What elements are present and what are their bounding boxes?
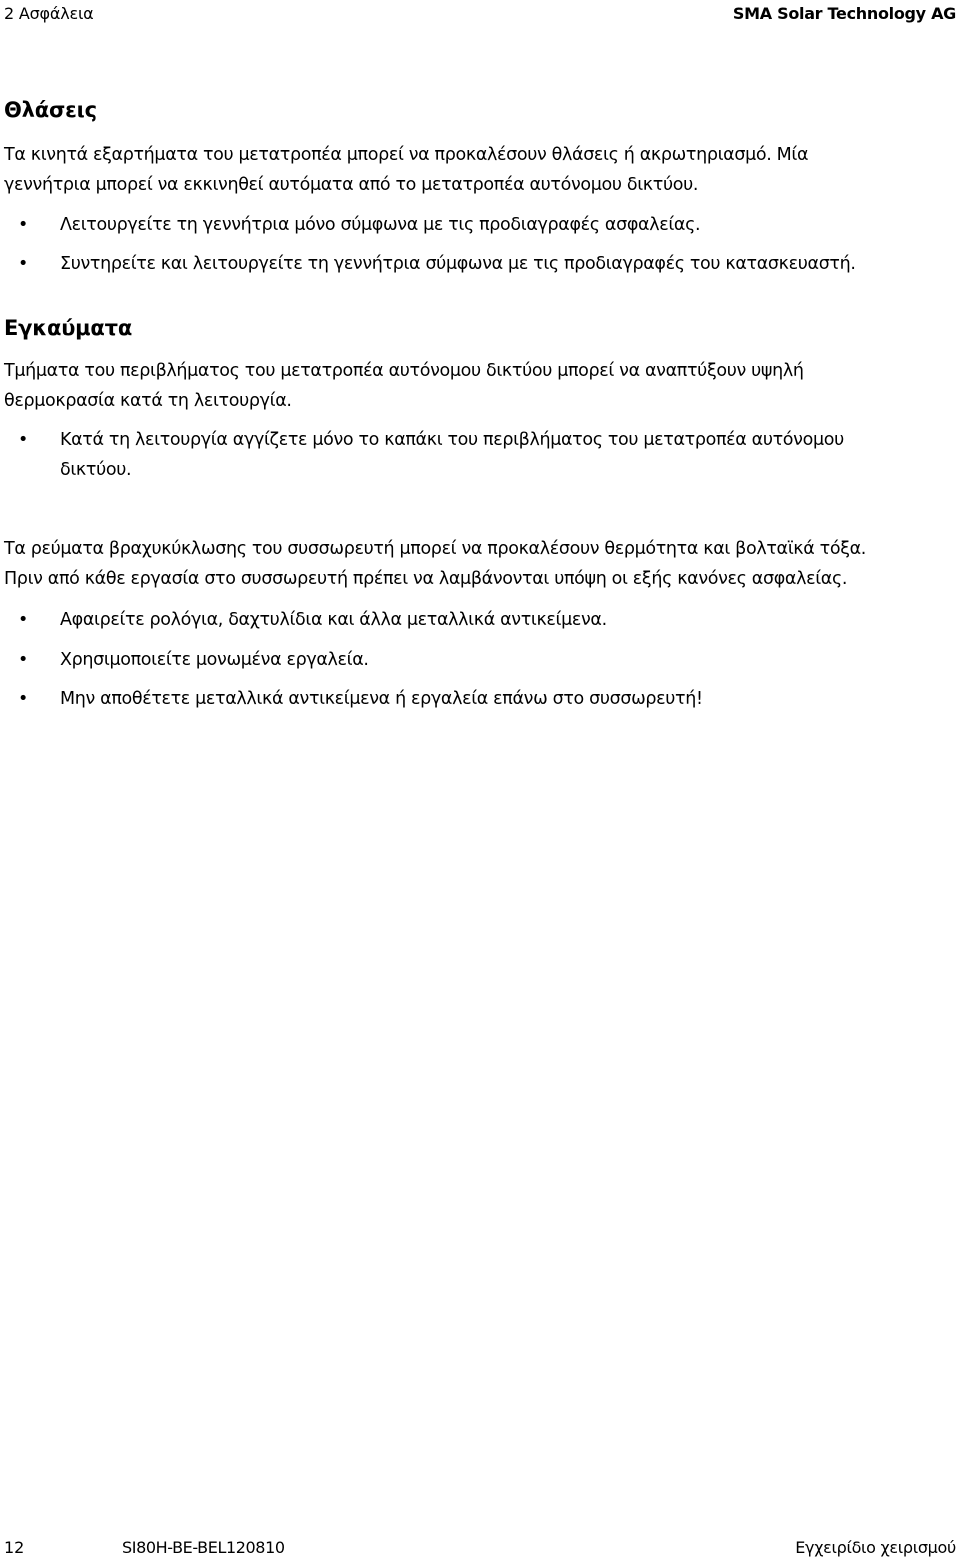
- page-number: 12: [4, 1538, 25, 1557]
- page-footer: [0, 1530, 960, 1564]
- burns-bullet-line-1: Κατά τη λειτουργία αγγίζετε μόνο το καπάκι του περιβλήματος του μετατροπέα αυτόνομου: [60, 430, 844, 450]
- section-title-crush: Θλάσεις: [4, 98, 97, 122]
- battery-bullet-3: Μην αποθέτετε μεταλλικά αντικείμενα ή εργαλεία επάνω στο συσσωρευτή!: [60, 689, 703, 709]
- crush-bullet-1: Λειτουργείτε τη γεννήτρια μόνο σύμφωνα με τις προδιαγραφές ασφαλείας.: [60, 215, 701, 235]
- manual-type: Εγχειρίδιο χειρισμού: [795, 1538, 956, 1557]
- crush-paragraph-line-2: γεννήτρια μπορεί να εκκινηθεί αυτόματα από το μετατροπέα αυτόνομου δικτύου.: [4, 175, 699, 195]
- bullet-icon: •: [18, 215, 28, 235]
- bullet-icon: •: [18, 254, 28, 274]
- bullet-icon: •: [18, 689, 28, 709]
- burns-bullet-line-2: δικτύου.: [60, 460, 132, 480]
- chapter-title: 2 Ασφάλεια: [4, 4, 94, 23]
- burns-paragraph-line-2: θερμοκρασία κατά τη λειτουργία.: [4, 391, 292, 411]
- crush-paragraph-line-1: Τα κινητά εξαρτήματα του μετατροπέα μπορεί να προκαλέσουν θλάσεις ή ακρωτηριασμό. Μία: [4, 145, 809, 165]
- battery-bullet-1: Αφαιρείτε ρολόγια, δαχτυλίδια και άλλα μεταλλικά αντικείμενα.: [60, 610, 607, 630]
- bullet-icon: •: [18, 430, 28, 450]
- document-code: SI80H-BE-BEL120810: [122, 1538, 285, 1557]
- battery-paragraph-line-1: Τα ρεύματα βραχυκύκλωσης του συσσωρευτή μπορεί να προκαλέσουν θερμότητα και βολταϊκά τόξα.: [4, 539, 867, 559]
- battery-paragraph: [4, 534, 954, 594]
- crush-bullet-2: Συντηρείτε και λειτουργείτε τη γεννήτρια σύμφωνα με τις προδιαγραφές του κατασκευαστή.: [60, 254, 856, 274]
- crush-paragraph: [4, 140, 954, 200]
- page-header: [0, 0, 960, 30]
- burns-paragraph-line-1: Τμήματα του περιβλήματος του μετατροπέα αυτόνομου δικτύου μπορεί να αναπτύξουν υψηλή: [4, 361, 804, 381]
- company-name: SMA Solar Technology AG: [732, 4, 956, 23]
- burns-bullet-1: [60, 425, 940, 485]
- battery-bullet-2: Χρησιμοποιείτε μονωμένα εργαλεία.: [60, 650, 369, 670]
- bullet-icon: •: [18, 650, 28, 670]
- section-title-burns: Εγκαύματα: [4, 316, 133, 340]
- bullet-icon: •: [18, 610, 28, 630]
- battery-paragraph-line-2: Πριν από κάθε εργασία στο συσσωρευτή πρέπει να λαμβάνονται υπόψη οι εξής κανόνες ασφαλείας.: [4, 569, 848, 589]
- burns-paragraph: [4, 356, 954, 416]
